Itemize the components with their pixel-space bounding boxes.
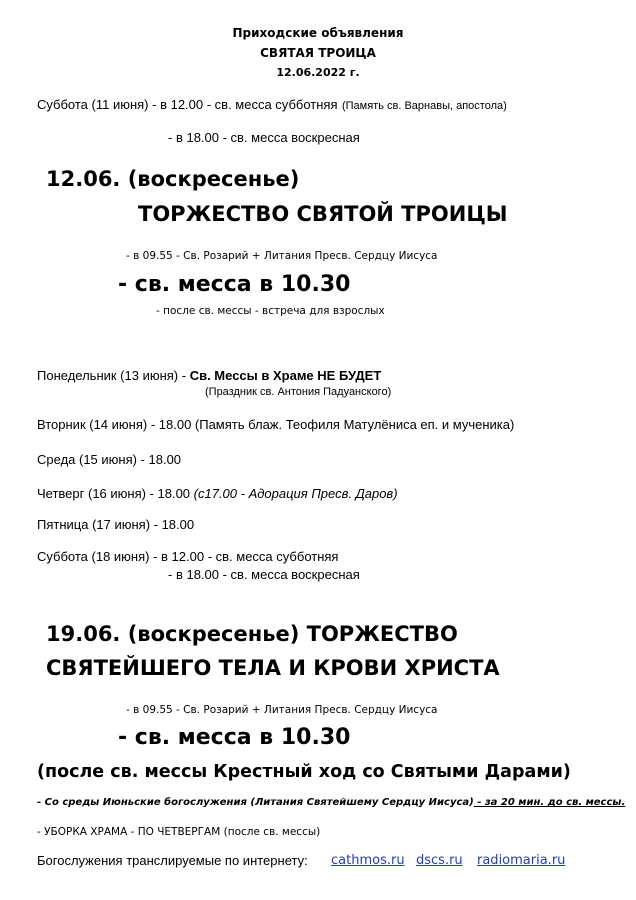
sun19-title-line2: СВЯТЕЙШЕГО ТЕЛА И КРОВИ ХРИСТА: [46, 656, 500, 680]
monday-line: [37, 368, 381, 383]
sun12-date: 12.06. (воскресенье): [46, 167, 300, 191]
link-cathmos[interactable]: cathmos.ru: [331, 853, 405, 868]
monday-no-mass: Св. Мессы в Храме НЕ БУДЕТ: [189, 368, 382, 383]
link-dscs[interactable]: dscs.ru: [416, 853, 463, 868]
sat11-note: (Память св. Варнавы, апостола): [341, 100, 507, 112]
june-devotions-notice: [37, 797, 625, 808]
thursday-adoration: (с17.00 - Адорация Пресв. Даров): [193, 486, 398, 501]
sat11-line2: - в 18.00 - св. месса воскресная: [168, 130, 360, 145]
thursday-line: [37, 486, 398, 501]
sun19-mass: - св. месса в 10.30: [118, 725, 351, 750]
thursday-prefix: Четверг (16 июня) - 18.00: [37, 486, 194, 501]
wednesday-line: Среда (15 июня) - 18.00: [37, 452, 182, 467]
sun19-title-line1: 19.06. (воскресенье) ТОРЖЕСТВО: [46, 622, 458, 646]
sun12-after: - после св. мессы - встреча для взрослых: [156, 305, 385, 317]
sun19-rosary: - в 09.55 - Св. Розарий + Литания Пресв. Сердцу Иисуса: [126, 704, 438, 716]
announcement-date: 12.06.2022 г.: [276, 66, 360, 79]
sun19-procession: (после св. мессы Крестный ход со Святыми Дарами): [37, 762, 571, 782]
stream-label: Богослужения транслируемые по интернету:: [37, 853, 308, 868]
monday-prefix: Понедельник (13 июня) -: [37, 368, 190, 383]
announcement-title: Приходские объявления: [232, 26, 404, 40]
sat11-line1: [37, 96, 507, 114]
cleaning-notice: - УБОРКА ХРАМА - ПО ЧЕТВЕРГАМ (после св. мессы): [37, 826, 321, 838]
june-devotions-text: Со среды Июньские богослужения (Литания Святейшему Сердцу Иисуса): [44, 797, 474, 808]
link-radiomaria[interactable]: radiomaria.ru: [477, 853, 566, 868]
sat18-line1: Суббота (18 июня) - в 12.00 - св. месса субботняя: [37, 549, 339, 564]
june-dash: -: [37, 797, 45, 808]
sun12-rosary: - в 09.55 - Св. Розарий + Литания Пресв. Сердцу Иисуса: [126, 250, 438, 262]
sun12-mass: - св. месса в 10.30: [118, 272, 351, 297]
sat18-line2: - в 18.00 - св. месса воскресная: [168, 567, 360, 582]
monday-note: (Праздник св. Антония Падуанского): [205, 386, 392, 398]
feast-title: СВЯТАЯ ТРОИЦА: [260, 46, 376, 60]
friday-line: Пятница (17 июня) - 18.00: [37, 517, 195, 532]
sun12-title: ТОРЖЕСТВО СВЯТОЙ ТРОИЦЫ: [138, 202, 508, 226]
sat11-text: Суббота (11 июня) - в 12.00 - св. месса субботняя: [37, 97, 338, 112]
june-devotions-time: - за 20 мин. до св. мессы.: [473, 797, 626, 808]
tuesday-line: Вторник (14 июня) - 18.00 (Память блаж. Теофиля Матулёниса еп. и мученика): [37, 417, 515, 432]
